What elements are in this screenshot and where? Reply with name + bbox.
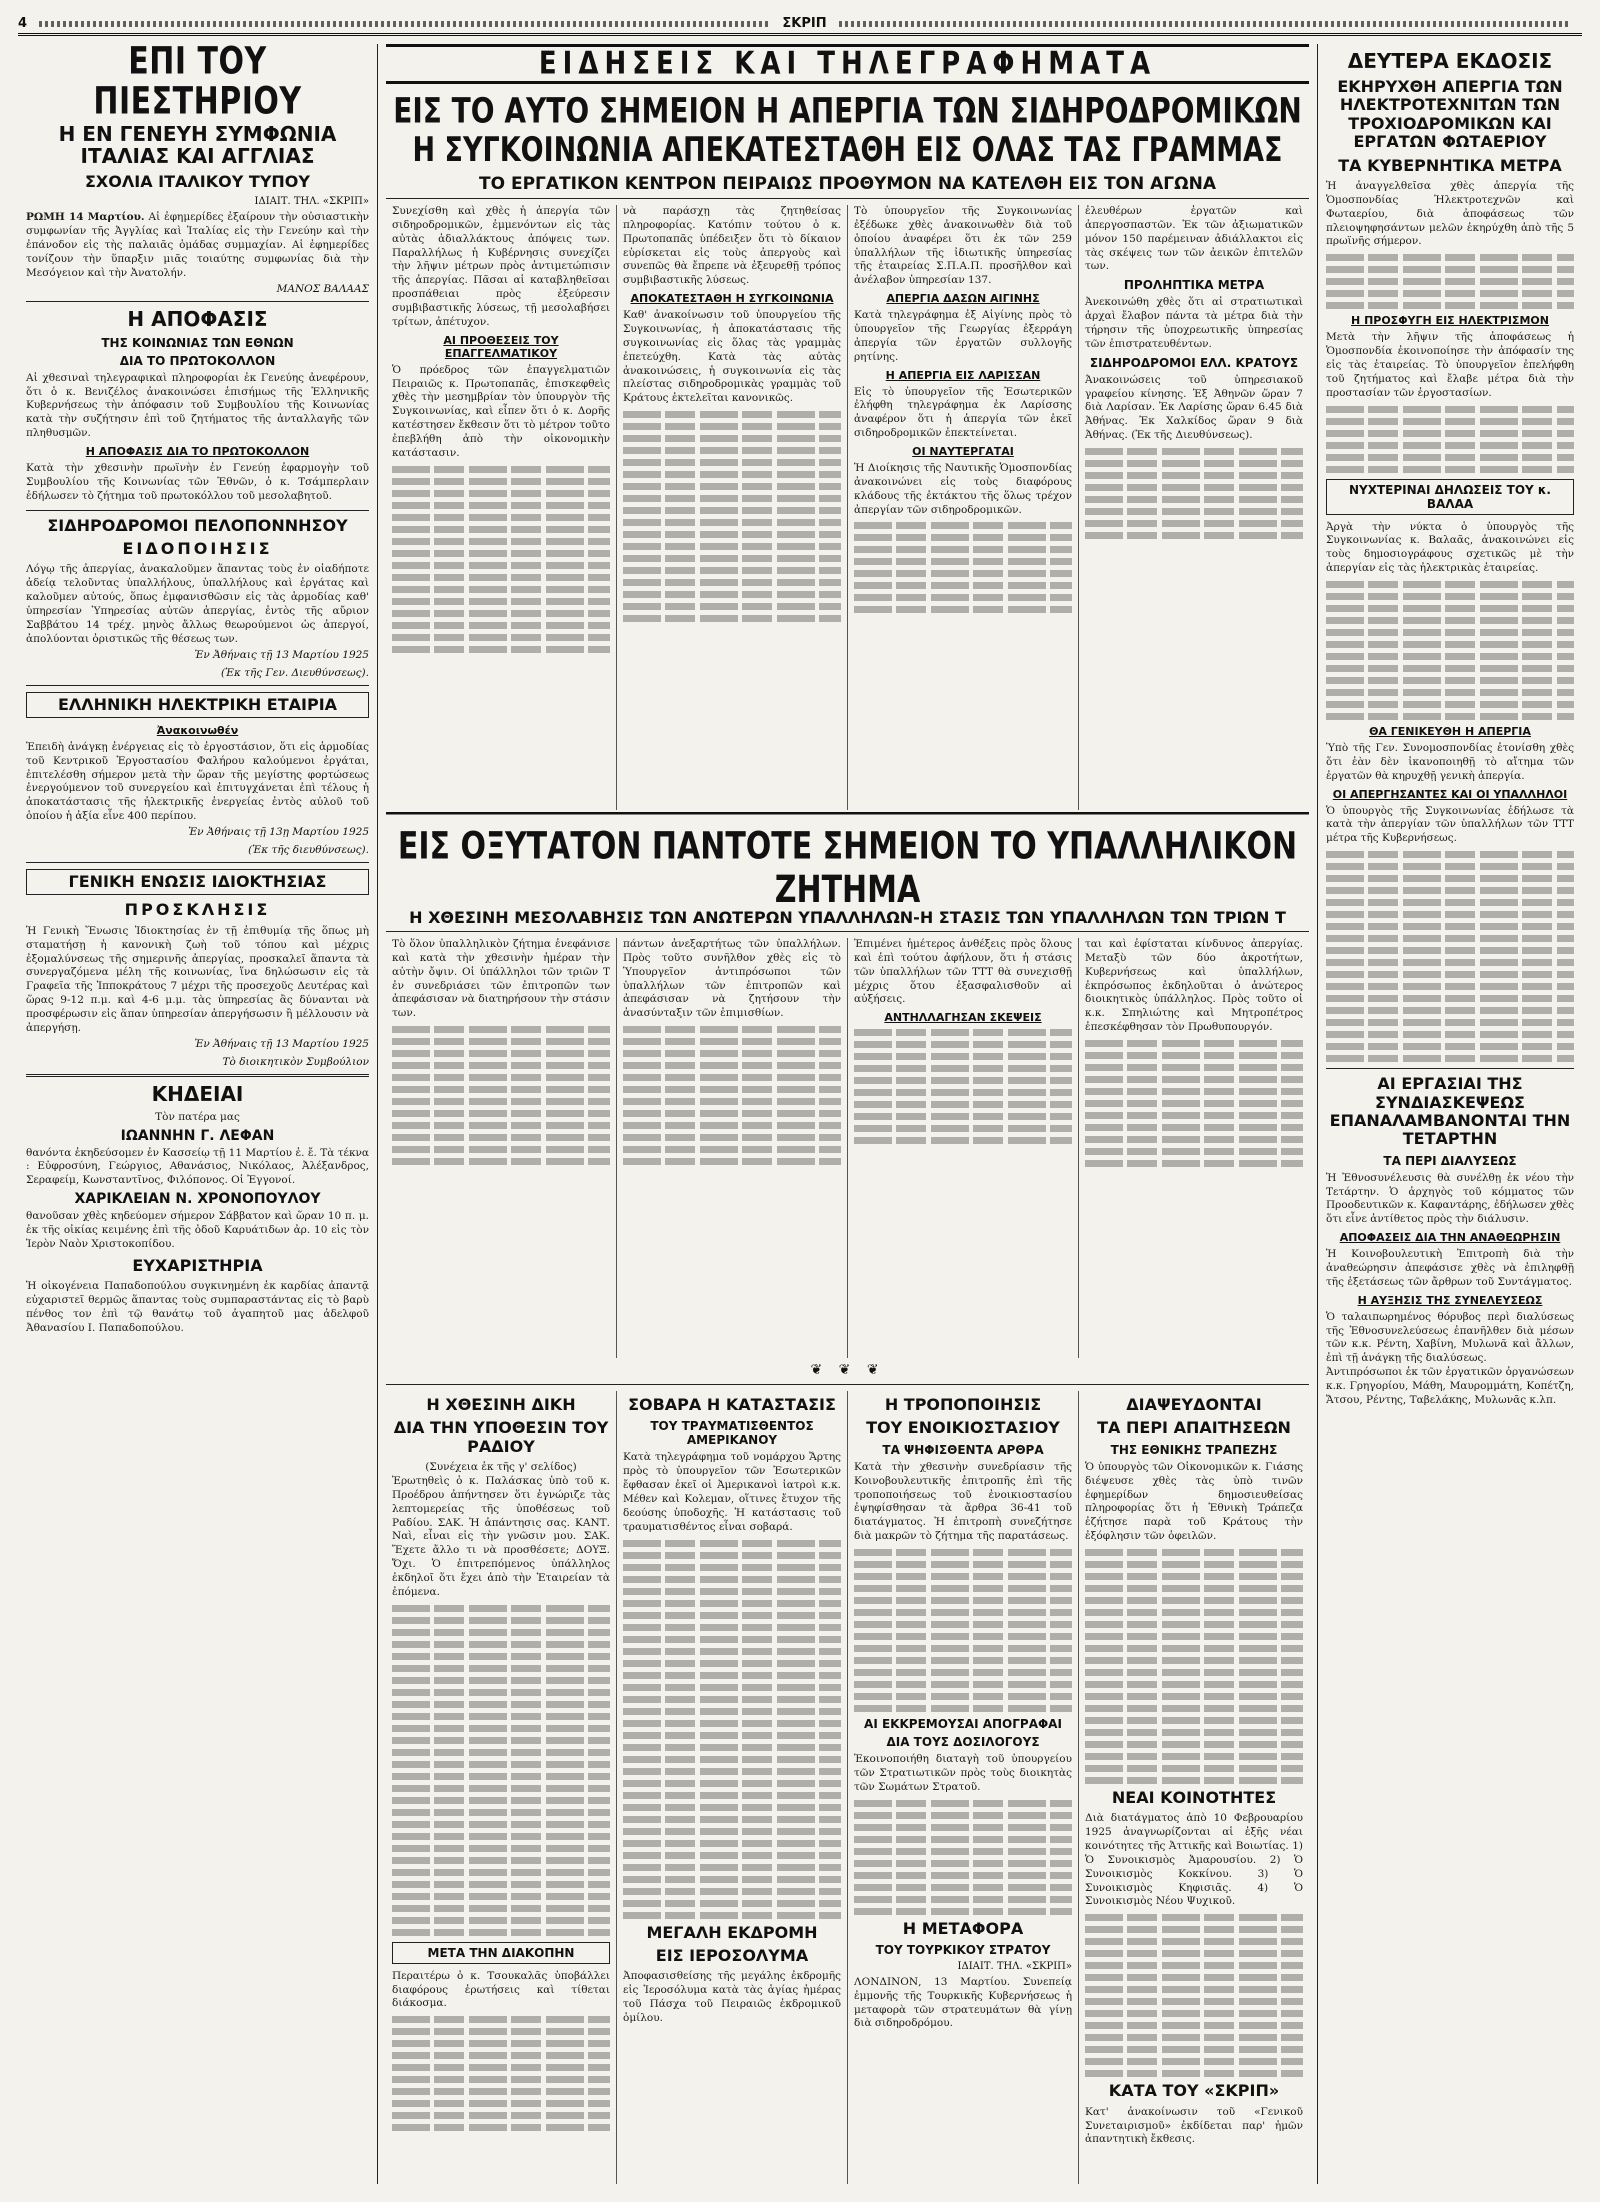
subheadline: ΕΙΣ ΙΕΡΟΣΟΛΥΜΑ [655,1945,809,1965]
story-column [617,1391,848,2184]
story-column [617,205,848,810]
paragraph: Τὸ ὅλον ὑπαλληλικὸν ζήτημα ἐνεφάνισε καὶ κατὰ τὴν χθεσινὴν ἡμέραν τὴν αὐτὴν ὄψιν. Οἱ ὑπάλληλοι τῶν τριῶν Τ ἐν συνεδριάσει τῶν ἐπιτροπῶν των ἀπεφάσισαν νὰ διατηρήσουν τὴν στάσιν των. [392,938,610,1020]
article-body [26,211,369,280]
filler-lines [1085,1549,1303,1784]
section-heading: ΣΙΔΗΡΟΔΡΟΜΟΙ ΕΛΛ. ΚΡΑΤΟΥΣ [1089,355,1299,370]
paragraph: Ἀργὰ τὴν νύκτα ὁ ὑπουργὸς τῆς Συγκοινωνίας κ. Βαλαᾶς, ἀνακοινώνει εἰς τοὺς δημοσιογράφους σχετικῶς μὲ τὴν ἀπεργίαν εἰς τὰς ἠλεκτρικὰς ἑταιρείας. [1326,520,1574,575]
headline-turkish-army: Η ΜΕΤΑΦΟΡΑ [902,1918,1024,1938]
divider [26,301,369,302]
headline-strike-declared: ΕΚΗΡΥΧΘΗ ΑΠΕΡΓΙΑ ΤΩΝ ΗΛΕΚΤΡΟΤΕΧΝΙΤΩΝ ΤΩΝ ΤΡΟΧΙΟΔΡΟΜΙΚΩΝ ΚΑΙ ΕΡΓΑΤΩΝ ΦΩΤΑΕΡΙΟΥ [1337,77,1563,152]
paragraph: ἐλευθέρων ἐργατῶν καὶ ἀπεργοσπαστῶν. Ἐκ τῶν ἀξιωματικῶν μόνον 150 παρέμειναν ἀδιάλλακτοι εἰς τὰς σκέψεις των τῶν ἀεικῶν ἐπιτελῶν των. [1085,205,1303,273]
main-headline: ΕΙΣ ΤΟ ΑΥΤΟ ΣΗΜΕΙΟΝ Η ΑΠΕΡΓΙΑ ΤΩΝ ΣΙΔΗΡΟΔΡΟΜΙΚΩΝ [393,89,1302,132]
paragraph: πάντων ἀνεξαρτήτως τῶν ὑπαλλήλων. Πρὸς τοῦτο συνῆλθον χθὲς εἰς τὸ Ὑπουργεῖον ἀντιπρόσωποι τῶν ὑπαλλήλων τῶν ἐπιτροπῶν καὶ ἀπεφάσισαν νὰ ζητήσουν τὴν ἀνασύνταξιν τῶν ἐπιμισθίων. [623,938,841,1020]
filler-lines [623,411,841,622]
filler-lines [1085,1040,1303,1167]
filler-lines [1085,1914,1303,2077]
paragraph: Ἡ ἀναγγελθεῖσα χθὲς ἀπεργία τῆς Ὁμοσπονδίας Ἠλεκτροτεχνῶν καὶ Φωταερίου, διὰ ἀποφάσεως τῶν πλειοψηφησάντων μελῶν ἐκηρύχθη ἀπὸ τῆς 5 πρωϊνῆς σήμερον. [1326,179,1574,248]
headline-employee-issue: ΕΙΣ ΟΞΥΤΑΤΟΝ ΠΑΝΤΟΤΕ ΣΗΜΕΙΟΝ ΤΟ ΥΠΑΛΛΗΛΙΚΟΝ ΖΗΤΗΜΑ [386,812,1309,912]
story-column [386,938,617,1358]
paragraph: Περαιτέρω ὁ κ. Τσουκαλᾶς ὑποβάλλει διαφόρους ἐρωτήσεις καὶ τίθεται διάκοσμα. [392,1969,610,2010]
paragraph: Ὁ πρόεδρος τῶν ἐπαγγελματιῶν Πειραιῶς κ. Πρωτοπαπᾶς, ἐπισκεφθεὶς χθὲς τὴν μεσημβρίαν τὸν ὑπουργὸν τῆς Συγκοινωνίας, καὶ εἶπεν ὅτι ὁ κ. Δορῆς κατέστησεν ἔκθεσιν ὅτι τὸ μέτρον τοῦτο ἐπεβλήθη ἀπὸ τὴν οἰκονομικὴν κατάστασιν. [392,363,610,459]
paragraph: Ἐπειδὴ ἀνάγκῃ ἐνέργειας εἰς τὸ ἐργοστάσιον, ὅτι εἰς ἁρμοδίας τοῦ Κεντρικοῦ Ἐργοστασίου Φαλήρου καλούμενοι ἐργάται, ἐπιτελέσθη σήμερον μετὰ τὴν ὥραν τῆς μεγίστης φορτώσεως ἐνεργούμενον τοῦ συνεργείου καὶ ἐπιτυγχάνεται ἐπὶ τέλους ἡ ἀποκατάστασις τῆς ἠλεκτρικῆς ἐνεργείας ἐντὸς αὐλοῦ τοῦ ὁποίου ἡ ἀξία εἶνε 400 περίπου. [26,740,369,823]
divider [26,862,369,863]
filler-lines [854,1029,1072,1144]
notice-heading-property: ΓΕΝΙΚΗ ΕΝΩΣΙΣ ΙΔΙΟΚΤΗΣΙΑΣ [26,869,369,895]
paragraph: Διὰ διατάγματος ἀπὸ 10 Φεβρουαρίου 1925 ἀναγνωρίζονται αἱ ἑξῆς νέαι κοινότητες τῆς Ἀττικῆς καὶ Βοιωτίας. 1) Ὁ Συνοικισμὸς Ἀμαρουσίου. 2) Ὁ Συνοικισμὸς Κοκκίνου. 3) Ὁ Συνοικισμὸς Κηφισιᾶς. 4) Ὁ Συνοικισμὸς Νέου Ψυχικοῦ. [1085,1812,1303,1908]
paragraph: Μετὰ τὴν λῆψιν τῆς ἀποφάσεως ἡ Ὁμοσπονδία ἐκοινοποίησε τὴν ἀπόφασίν της εἰς τὰς ἑταιρείας. Τὸ ὑπουργεῖον ἐπελήφθη τοῦ ζητήματος καὶ ἔλαβε μέτρα διὰ τὴν προστασίαν τῶν ἐργοστασίων. [1326,331,1574,399]
story-column [848,1391,1079,2184]
kicker-heading: ΕΠΙ ΤΟΥ ΠΙΕΣΤΗΡΙΟΥ [93,44,302,123]
paragraph: ται καὶ ἐφίσταται κίνδυνος ἀπεργίας. Μεταξὺ τῶν δύο ἀκροτήτων, Κυβερνήσεως καὶ ὑπαλλήλων, ἐκπρόσωπος ἐκδηλοῦται ὁ ἀνώτερος διοικητικὸς ὑπάλληλος. Πρὸς τοῦτο οἱ κ.κ. Σπηλιώτης καὶ Μητροπέτρος ἐπεσκέφθησαν τὸν Πρωθυπουργόν. [1085,938,1303,1034]
section-heading: ΑΙ ΠΡΟΘΕΣΕΙΣ ΤΟΥ ΕΠΑΓΓΕΛΜΑΤΙΚΟΥ [443,333,559,360]
notice-heading-electric: ΕΛΛΗΝΙΚΗ ΗΛΕΚΤΡΙΚΗ ΕΤΑΙΡΙΑ [26,692,369,718]
divider [26,510,369,511]
deceased-name: ΧΑΡΙΚΛΕΙΑΝ Ν. ΧΡΟΝΟΠΟΥΛΟΥ [74,1191,321,1208]
headline-radio-trial: Η ΧΘΕΣΙΝΗ ΔΙΚΗ [426,1395,576,1414]
paragraph: Ἡ οἰκογένεια Παπαδοπούλου συγκινημένη ἐκ καρδίας ἀπαντᾷ εὐχαριστεῖ θερμῶς ἅπαντας τοὺς συμπαραστάντας εἰς τὸ βαρὺ πένθος τον ἐπὶ τῷ θανάτῳ τοῦ ἀγαπητοῦ μας ἀδελφοῦ Ἀθανασίου Ι. Παπαδοπούλου. [26,1280,369,1334]
filler-lines [1326,254,1574,309]
subheadline: ΔΙΑ ΤΟ ΠΡΩΤΟΚΟΛΛΟΝ [119,353,276,368]
story-column [1079,1391,1309,2184]
paragraph: Κατὰ τηλεγράφημα ἐξ Αἰγίνης πρὸς τὸ ὑπουργεῖον τῆς Γεωργίας ἐξερράγη ἀπεργία τῶν ἐργατῶν συλλογῆς ρητίνης. [854,309,1072,363]
notice-subheading: ΕΙΔΟΠΟΙΗΣΙΣ [122,538,273,558]
filler-lines [392,1605,610,1936]
paragraph: Κατ' ἀνακοίνωσιν τοῦ «Γενικοῦ Συνεταιρισμοῦ» ἐκδίδεται παρ' ἡμῶν ἀπαντητικὴ ἔκθεσις. [1085,2105,1303,2146]
section-heading: Η ΑΥΞΗΣΙΣ ΤΗΣ ΣΥΝΕΛΕΥΣΕΩΣ [1357,1293,1543,1307]
section-heading: ΟΙ ΝΑΥΤΕΡΓΑΤΑΙ [912,445,1014,459]
notice-subheading: ΠΡΟΣΚΛΗΣΙΣ [124,900,271,920]
middle-story-columns [386,938,1309,1358]
section-heading: ΑΙ ΕΚΚΡΕΜΟΥΣΑΙ ΑΠΟΓΡΑΦΑΙ [864,1716,1062,1731]
paragraph: Ὑπὸ τῆς Γεν. Συνομοσπονδίας ἐτονίσθη χθὲς ὅτι ἐὰν δὲν ἱκανοποιηθῇ τὸ αἴτημα τῶν ἐργατῶν θὰ κηρυχθῇ γενικὴ ἀπεργία. [1326,741,1574,782]
thanks-heading: ΕΥΧΑΡΙΣΤΗΡΙΑ [132,1255,263,1275]
notice-date: Ἐν Ἀθήναις τῇ 13 Μαρτίου 1925 [194,1037,369,1050]
subheadline: ΤΑ ΠΕΡΙ ΔΙΑΛΥΣΕΩΣ [1383,1153,1517,1168]
deceased-name: ΙΩΑΝΝΗΝ Γ. ΛΕΦΑΝ [120,1127,275,1144]
paragraph: Ἐκοινοποιήθη διαταγὴ τοῦ ὑπουργείου τῶν Στρατιωτικῶν πρὸς τοὺς διοικητὰς τῶν Σωμάτων Στρατοῦ. [854,1752,1072,1793]
paragraph: Τὸ ὑπουργεῖον τῆς Συγκοινωνίας ἐξέδωκε χθὲς ἀνακοινωθὲν διὰ τοῦ ὁποίου ἀναφέρει ὅτι ἐκ τῶν 259 ὑπαλλήλων τῆς ἰδιωτικῆς ὑπηρεσίας τῆς ἑταιρείας Σ.Π.Α.Π. προσῆλθον καὶ ἀνέλαβον ὑπηρεσίαν 137. [854,205,1072,287]
paragraph: Καθ' ἀνακοίνωσιν τοῦ ὑπουργείου τῆς Συγκοινωνίας, ἡ ἀποκατάστασις τῆς συγκοινωνίας εἰς ὅλας τὰς γραμμὰς ἐπετεύχθη. Κατὰ τὰς αὐτὰς ἀνακοινώσεις, ἡ συγκοινωνία εἰς τὰς πλείστας σιδηροδρομικὰς γραμμὰς τοῦ Κράτους ἐκτελεῖται κανονικῶς. [623,309,841,405]
center-section [378,44,1318,2184]
subheadline: ΤΑ ΠΕΡΙ ΑΠΑΙΤΗΣΕΩΝ [1097,1418,1291,1438]
paragraph: θανοῦσαν χθὲς κηδεύομεν σήμερον Σάββατον καὶ ὥραν 10 π. μ. ἐκ τῆς οἰκίας κειμένης ἐπὶ τῆς ὁδοῦ Καρυάτιδων ἀρ. 10 εἰς τὸν Ἱερὸν Ναὸν Χριστοκοπίδου. [26,1210,369,1250]
section-heading: ΑΠΟΚΑΤΕΣΤΑΘΗ Η ΣΥΓΚΟΙΝΩΝΙΑ [630,292,834,306]
subheadline: ΤΗΣ ΚΟΙΝΩΝΙΑΣ ΤΩΝ ΕΘΝΩΝ [101,335,294,350]
paragraph: Ἐρωτηθεὶς ὁ κ. Παλάσκας ὑπὸ τοῦ κ. Προέδρου ἀπήντησεν ὅτι ἐγνώριζε τὰς λεπτομερείας τῆς ὑποθέσεως τοῦ Ραδίου. ΣΑΚ. Ἡ ἀπάντησις σας. ΚΑΝΤ. Ναὶ, εἶναι εἰς τὴν γνῶσιν μου. ΣΑΚ. Ἔχετε ἄλλο τι νὰ προσθέσετε; ΔΟΥΞ. Ὄχι. Ὁ ἐπιτρεπόμενος ὑπάλληλος ἐκδηλοῖ ὅτι ἔχει ἀπὸ τὴν Ἐταιρείαν τὰ ἐπόμενα. [392,1475,610,1598]
notice-date: Ἐν Ἀθήναις τῇ 13 Μαρτίου 1925 [194,648,369,661]
notice-signature: Τὸ διοικητικὸν Συμβούλιον [222,1055,369,1068]
story-column [848,938,1079,1358]
masthead-rule [39,21,770,27]
story-column [848,205,1079,810]
paragraph: Ἡ Ἐθνοσυνέλευσις θὰ συνέλθῃ ἐκ νέου τὴν Τετάρτην. Ὁ ἀρχηγὸς τοῦ κόμματος τῶν Προοδευτικῶν κ. Καφαντάρης, ἐδήλωσεν χθὲς ὅτι εἶνε ἀντίθετος πρὸς τὴν διάλυσιν. [1326,1171,1574,1226]
filler-lines [854,1800,1072,1915]
subheadline-italian-press: ΣΧΟΛΙΑ ΙΤΑΛΙΚΟΥ ΤΥΠΟΥ [85,172,310,191]
section-heading: ΟΙ ΑΠΕΡΓΗΣΑΝΤΕΣ ΚΑΙ ΟΙ ΥΠΑΛΛΗΛΟΙ [1332,787,1568,801]
second-headline: Η ΣΥΓΚΟΙΝΩΝΙΑ ΑΠΕΚΑΤΕΣΤΑΘΗ ΕΙΣ ΟΛΑΣ ΤΑΣ ΓΡΑΜΜΑΣ [412,131,1283,170]
divider [386,1384,1309,1385]
paragraph: Ἀντιπρόσωποι ἐκ τῶν ἐργατικῶν ὀργανώσεων κ.κ. Γρηγορίου, Μάθη, Μαυρομμάτη, Κοπέτζη, Ἄτσου, Ρέντης, Ταβελάκης, Μυλωνᾶς κ.λπ. [1326,1366,1574,1406]
divider [26,1074,369,1077]
filler-lines [1326,581,1574,720]
section-heading: Η ΑΠΕΡΓΙΑ ΕΙΣ ΛΑΡΙΣΣΑΝ [885,368,1041,382]
filler-lines [1326,406,1574,473]
filler-lines [392,2016,610,2131]
paragraph: Ἡ Κοινοβουλευτικὴ Ἐπιτροπὴ διὰ τὴν ἀναθεώρησιν ἀπεφάσισε χθὲς νὰ ἐπιληφθῇ τῆς ἐξετάσεως τῶν ἄρθρων τοῦ Συντάγματος. [1326,1248,1574,1288]
masthead-rule [839,21,1570,27]
paragraph: Ὁ ὑπουργὸς τῆς Συγκοινωνίας ἐδήλωσε τὰ κατὰ τὴν ἀπεργίαν τῶν ὑπαλλήλων τῶν ΤΤΤ μέτρα τῆς Κυβερνήσεως. [1326,804,1574,845]
filler-lines [1085,448,1303,539]
section-heading: ΠΡΟΛΗΠΤΙΚΑ ΜΕΤΡΑ [1123,278,1265,293]
notice-subheading: Ἀνακοινωθέν [156,723,239,737]
paragraph: Ἀνεκοινώθη χθὲς ὅτι αἱ στρατιωτικαὶ ἀρχαὶ ἔλαβον πάντα τὰ μέτρα διὰ τὴν τήρησιν τῆς ὑποχρεωτικῆς ὑπηρεσίας τῶν ἐπιστρατευθέντων. [1085,296,1303,350]
story-column [386,1391,617,2184]
divider [26,685,369,686]
section-banner [386,44,1309,84]
headline-american-wounded: ΣΟΒΑΡΑ Η ΚΑΤΑΣΤΑΣΙΣ [628,1395,836,1414]
headline-sessions-resume: ΑΙ ΕΡΓΑΣΙΑΙ ΤΗΣ ΣΥΝΔΙΑΣΚΕΨΕΩΣ ΕΠΑΝΑΛΑΜΒΑΝΟΝΤΑΙ ΤΗΝ ΤΕΤΑΡΤΗΝ [1329,1074,1571,1149]
section-heading: ΜΕΤΑ ΤΗΝ ΔΙΑΚΟΠΗΝ [392,1942,610,1964]
story-column [617,938,848,1358]
paragraph: θανόντα ἐκηδεύσομεν ἐν Κασσείῳ τῇ 11 Μαρτίου ἐ. ἔ. Τὰ τέκνα : Εὐφροσύνη, Γεώργιος, Αθανάσιος, Νικόλαος, Ἀλέξανδρος, Σεραφείμ, Κωνσταντῖνος, Φιλόπονος. Οἱ Ἐγγονοί. [26,1146,369,1187]
continuation-note: (Συνέχεια ἐκ τῆς γ' σελίδος) [425,1461,577,1474]
lower-story-columns [386,1391,1309,2184]
paragraph: Αἱ χθεσιναὶ τηλεγραφικαὶ πληροφορίαι ἐκ Γενεύης ἀνεφέρουν, ὅτι ὁ κ. Βενιζέλος ἀνακοινώσει ἐπισήμως τῆς Ἑλληνικῆς Κυβερνήσεως τὴν ἀπόφασιν τοῦ Συμβουλίου τῆς Κοινωνίας κατὰ τὴν συζήτησιν ἐπὶ τοῦ ζητήματος τῆς ἀνταλλαγῆς τῶν πληθυσμῶν. [26,371,369,440]
paragraph: Κατὰ τηλεγράφημα τοῦ νομάρχου Ἄρτης πρὸς τὸ ὑπουργεῖον τῶν Ἐσωτερικῶν ἔφθασαν ἐκεῖ οἱ Ἀμερικανοὶ ἰατροὶ κ.κ. Μέθεν καὶ Κολεμαν, οἵτινες ἔτυχον τῆς δεούσης ὑποδοχῆς. Ἡ κατάστασις τοῦ τραυματισθέντος εἶναι σοβαρά. [623,1451,841,1533]
filler-lines [392,1026,610,1165]
headline-against-skrip: ΚΑΤΑ ΤΟΥ «ΣΚΡΙΠ» [1108,2081,1280,2101]
paragraph: Ἀποφασισθείσης τῆς μεγάλης ἐκδρομῆς εἰς Ἱεροσόλυμα κατὰ τὰς ἁγίας ἡμέρας τοῦ Πάσχα τοῦ Πειραιῶς ἐκδρομικοῦ ὁμίλου. [623,1970,841,2024]
story-column [1079,205,1309,810]
subheadline: ΤΟΥ ΤΡΑΥΜΑΤΙΣΘΕΝΤΟΣ ΑΜΕΡΙΚΑΝΟΥ [650,1419,814,1448]
third-headline: ΤΟ ΕΡΓΑΤΙΚΟΝ ΚΕΝΤΡΟΝ ΠΕΙΡΑΙΩΣ ΠΡΟΘΥΜΟΝ ΝΑ ΚΑΤΕΛΘΗ ΕΙΣ ΤΟΝ ΑΓΩΝΑ [386,174,1309,199]
paragraph: Ἡ Διοίκησις τῆς Ναυτικῆς Ὁμοσπονδίας ἀνακοινώνει εἰς τοὺς διαφόρους κλάδους τῆς ἐκτάκτου τῆς ὅλως τρέχον ἀπεργίαν τῶν σιδηροδρομικῶν. [854,462,1072,516]
headline-communities: ΝΕΑΙ ΚΟΙΝΟΤΗΤΕΣ [1111,1787,1277,1807]
filler-lines [392,466,610,653]
paper-name: ΣΚΡΙΠ [782,16,827,31]
byline: ΙΔΙΑΙΤ. ΤΗΛ. «ΣΚΡΙΠ» [957,1960,1072,1972]
notice-signature: (Ἐκ τῆς διευθύνσεως). [248,844,369,857]
paragraph: νὰ παράσχῃ τὰς ζητηθείσας πληροφορίας. Κατόπιν τούτου ὁ κ. Πρωτοπαπᾶς ὑπέδειξεν ὅτι τὸ δίκαιον εὑρίσκεται εἰς τοὺς ἀπεργοὺς καὶ συνεπῶς θὰ ἔπρεπε νὰ ἐξευρεθῇ τρόπος συμβιβαστικῆς λύσεως. [623,205,841,287]
paragraph: Λόγῳ τῆς ἀπεργίας, ἀνακαλοῦμεν ἅπαντας τοὺς ἐν οἰαδήποτε ἀδείᾳ τελοῦντας ὑπαλλήλους, ὑπαλλήλους καὶ ἐργάτας καὶ καλοῦμεν αὐτούς, ὅπως ἐμφανισθῶσιν εἰς τὰς ἁρμοδίας καθ' ὑπηρεσίαν Ὑπηρεσίας αὐτῶν ἀπεργίας, ἐντὸς τῆς αὔριον Σαββάτου 14 τρέχ. μηνὸς ἄλλως θεωρούμενοι ὡς ἀπεργοί, ἀπολύονται ὁριστικῶς τῆς θέσεως των. [26,563,369,645]
section-heading: Η ΠΡΟΣΦΥΓΗ ΕΙΣ ΗΛΕΚΤΡΙΣΜΟΝ [1351,314,1549,328]
signature: ΜΑΝΟΣ ΒΑΛΑΑΣ [276,282,369,295]
headline-denial: ΔΙΑΨΕΥΔΟΝΤΑΙ [1126,1395,1262,1414]
section-heading: ΑΠΕΡΓΙΑ ΔΑΣΩΝ ΑΙΓΙΝΗΣ [886,292,1040,306]
subheadline-employee-issue: Η ΧΘΕΣΙΝΗ ΜΕΣΟΛΑΒΗΣΙΣ ΤΩΝ ΑΝΩΤΕΡΩΝ ΥΠΑΛΛΗΛΩΝ-Η ΣΤΑΣΙΣ ΤΩΝ ΥΠΑΛΛΗΛΩΝ ΤΩΝ ΤΡΙΩΝ Τ [386,908,1309,932]
ornament-divider: ❦ ❦ ❦ [810,1362,885,1378]
byline: ΙΔΙΑΙΤ. ΤΗΛ. «ΣΚΡΙΠ» [254,196,369,208]
paragraph: Αἱ ἐφημερίδες ἐξαίρουν τὴν οὐσιαστικὴν συμφωνίαν τῆς Ἀγγλίας καὶ Ἰταλίας εἰς τὴν Γενεύην καὶ τὴν ἐπάνοδον εἰς τὴς παλαιᾶς ὁμάδας συμμαχίαν. Αἱ ἐφημερίδες τονίζουν τὴν ὕπαρξιν μιᾶς τοιαύτης συμφωνίας διὰ τὴν Μεσόγειον καὶ τὴν Ἀνατολήν. [26,211,369,279]
masthead [18,14,1582,36]
filler-lines [854,1549,1072,1712]
headline-italy-england: Η ΕΝ ΓΕΝΕΥΗ ΣΥΜΦΩΝΙΑ ΙΤΑΛΙΑΣ ΚΑΙ ΑΓΓΛΙΑΣ [58,122,337,168]
paragraph: Ἀνακοινώσεις τοῦ ὑπηρεσιακοῦ γραφείου κίνησης. Ἐξ Ἀθηνῶν ὥραν 7 διὰ Λαρίσαν. Ἐκ Λαρίσης ὥραν 6.45 διὰ Ἀθήνας. Ἐκ Χαλκίδος ὥραν 9 διὰ Ἀθήνας. (Ἐκ τῆς Διευθύνσεως). [1085,373,1303,442]
subheadline: ΤΗΣ ΕΘΝΙΚΗΣ ΤΡΑΠΕΖΗΣ [1110,1442,1278,1457]
subheadline: ΤΟΥ ΕΝΟΙΚΙΟΣΤΑΣΙΟΥ [866,1418,1060,1438]
divider [1326,1068,1574,1069]
notice-heading-railways: ΣΙΔΗΡΟΔΡΟΜΟΙ ΠΕΛΟΠΟΝΝΗΣΟΥ [47,515,348,535]
subheadline: ΤΑ ΚΥΒΕΡΝΗΤΙΚΑ ΜΕΤΡΑ [1338,155,1562,175]
filler-lines [854,522,1072,613]
top-story-columns [386,205,1309,810]
subheadline: ΤΑ ΨΗΦΙΣΘΕΝΤΑ ΑΡΘΡΑ [882,1442,1044,1457]
paragraph: Ἡ Γενικὴ Ἕνωσις Ἰδιοκτησίας ἐν τῇ ἐπιθυμίᾳ τῆς ὅπως μὴ σταματήσῃ ἡ κανονικὴ ζωὴ τοῦ τόπου καὶ μέχρις ἐξομαλύνσεως τῆς σημερινῆς ἀπεργίας, προσκαλεῖ ἅπαντα τὰ συνεργαζόμενα μέλη τῆς κοινωνίας, ἵνα δηλώσωσιν εἰς τὰ Γραφεῖα τῆς Ἱπποκράτους 7 μέχρι τῆς προσεχοῦς Δευτέρας καὶ ὥρας 9-12 π.μ. καὶ 4-6 μ.μ. τὰς ὑπηρεσίας ἂς δύνανται νὰ προσφέρωσιν εἰς ἅπαν ὑπηρεσίαν ἀπεργήσωσιν ἢ μέλλουσιν νὰ ἀπεργήσῃ. [26,924,369,1034]
banner-title: ΕΙΔΗΣΕΙΣ ΚΑΙ ΤΗΛΕΓΡΑΦΗΜΑΤΑ [538,46,1157,82]
filler-lines [623,1540,841,1919]
dateline: ΡΩΜΗ 14 Μαρτίου. [26,211,145,224]
paragraph: Εἰς τὸ ὑπουργεῖον τῆς Ἐσωτερικῶν ἐλήφθη τηλεγράφημα ἐκ Λαρίσσης ἀναφέρον ὅτι ἡ ἀπεργία τῶν ἐκεῖ σιδηροδρομικῶν ἐπεκτείνεται. [854,385,1072,440]
headline-rent-law: Η ΤΡΟΠΟΠΟΙΗΣΙΣ [884,1395,1042,1414]
section-heading: ΔΙΑ ΤΟΥΣ ΔΟΣΙΛΟΓΟΥΣ [886,1734,1040,1749]
paragraph: Κατὰ τὴν χθεσινὴν πρωϊνὴν ἐν Γενεύῃ ἐφαρμογὴν τοῦ Συμβουλίου τῆς Κοινωνίας τῶν Ἐθνῶν, ὁ κ. Τσάμπερλαιν ἐδήλωσεν τὸ ζήτημα τοῦ πρωτοκόλλου τοῦ μεσολαβητοῦ. [26,461,369,502]
section-heading: ΝΥΧΤΕΡΙΝΑΙ ΔΗΛΩΣΕΙΣ ΤΟΥ κ. ΒΑΛΑΑ [1326,479,1574,515]
story-column [386,205,617,810]
subheadline: ΤΟΥ ΤΟΥΡΚΙΚΟΥ ΣΤΡΑΤΟΥ [875,1942,1051,1957]
filler-lines [623,1026,841,1165]
paragraph: Ὁ ὑπουργὸς τῶν Οἰκονομικῶν κ. Γιάσης διέψευσε χθὲς τὰς ὑπὸ τινῶν ἐφημερίδων δημοσιευθείσας πληροφορίας ὅτι ἡ Ἐθνικὴ Τράπεζα ἐζήτησε παρὰ τοῦ Κράτους τὴν ἐξόφλησιν τῶν ὀφειλῶν. [1085,1460,1303,1543]
notice-signature: (Ἐκ τῆς Γεν. Διευθύνσεως). [220,666,369,679]
second-edition-heading: ΔΕΥΤΕΡΑ ΕΚΔΟΣΙΣ [1347,49,1553,73]
paragraph: ΛΟΝΔΙΝΟΝ, 13 Μαρτίου. Συνεπείᾳ ἐμμονῆς τῆς Τουρκικῆς Κυβερνήσεως ἡ μεταφορὰ τῶν στρατευμάτων θὰ γίνῃ διὰ σιδηροδρόμου. [854,1975,1072,2030]
notice-date: Ἐν Ἀθήναις τῇ 13ῃ Μαρτίου 1925 [188,826,369,839]
section-heading: ΘΑ ΓΕΝΙΚΕΥΘΗ Η ΑΠΕΡΓΙΑ [1369,724,1531,738]
story-column [1079,938,1309,1358]
paragraph: Ἐπιμένει ἡμέτερος ἀνθέξεις πρὸς ὅλους καὶ ἐπὶ τούτου ἀφήλουν, ὅτι ἡ στάσις τῶν ὑπαλλήλων τῶν ΤΤΤ θὰ συνεχισθῇ μέχρις ὅτου ἐξασφαλισθοῦν αἱ αὐξήσεις. [854,938,1072,1006]
section-heading: ΑΠΟΦΑΣΕΙΣ ΔΙΑ ΤΗΝ ΑΝΑΘΕΩΡΗΣΙΝ [1339,1231,1561,1245]
paragraph: Τὸν πατέρα μας [155,1110,240,1123]
paragraph: Συνεχίσθη καὶ χθὲς ἡ ἀπεργία τῶν σιδηροδρομικῶν, ἐμμενόντων εἰς τὰς αὐτὰς ἀδιαλλάκτους ἀπόψεις των. Παραλλήλως ἡ Κυβέρνησις συνεχίζει τὴν λῆψιν μέτρων πρὸς ἀντιμετώπισιν τῆς ἀπεργίας. Πᾶσαι αἱ καταβληθεῖσαι προσπάθειαι πρὸς ἐξεύρεσιν συμβιβαστικῆς λύσεως, τῇ μεσολαβήσει τρίτων, ἀπέτυχον. [392,205,610,328]
paragraph: Ὁ ταλαιπωρημένος θόρυβος περὶ διαλύσεως τῆς Ἐθνοσυνελεύσεως ἐπανῆλθεν διὰ μέσων τῶν κ.κ. Ρέντη, Χαβίνη, Μυλωνᾶ καὶ ἄλλων, ἐπὶ τῇ ἀνάγκῃ τῆς διαλύσεως. [1326,1310,1574,1365]
paragraph: Κατὰ τὴν χθεσινὴν συνεδρίασιν τῆς Κοινοβουλευτικῆς ἐπιτροπῆς ἐπὶ τῆς τροποποιήσεως τοῦ ἐνοικιοστασίου ἐψηφίσθησαν τὰ ἄρθρα 36-41 τοῦ διατάγματος. Ἡ ἐπιτροπὴ συνεζήτησε διὰ μακρῶν τὸ ζήτημα τῆς παρατάσεως. [854,1460,1072,1543]
section-heading: Η ΑΠΟΦΑΣΙΣ ΔΙΑ ΤΟ ΠΡΩΤΟΚΟΛΛΟΝ [85,444,310,458]
left-column [18,44,378,2184]
funerals-heading: ΚΗΔΕΙΑΙ [151,1081,244,1106]
filler-lines [1326,851,1574,1062]
section-heading: ΑΝΤΗΛΛΑΓΗΣΑΝ ΣΚΕΨΕΙΣ [884,1011,1042,1025]
headline-decision: Η ΑΠΟΦΑΣΙΣ [127,306,268,331]
page-columns [18,44,1582,2184]
headline-excursion: ΜΕΓΑΛΗ ΕΚΔΡΟΜΗ [646,1922,818,1942]
subheadline: ΔΙΑ ΤΗΝ ΥΠΟΘΕΣΙΝ ΤΟΥ ΡΑΔΙΟΥ [393,1418,609,1456]
page-number: 4 [18,16,28,31]
right-column [1318,44,1582,2184]
